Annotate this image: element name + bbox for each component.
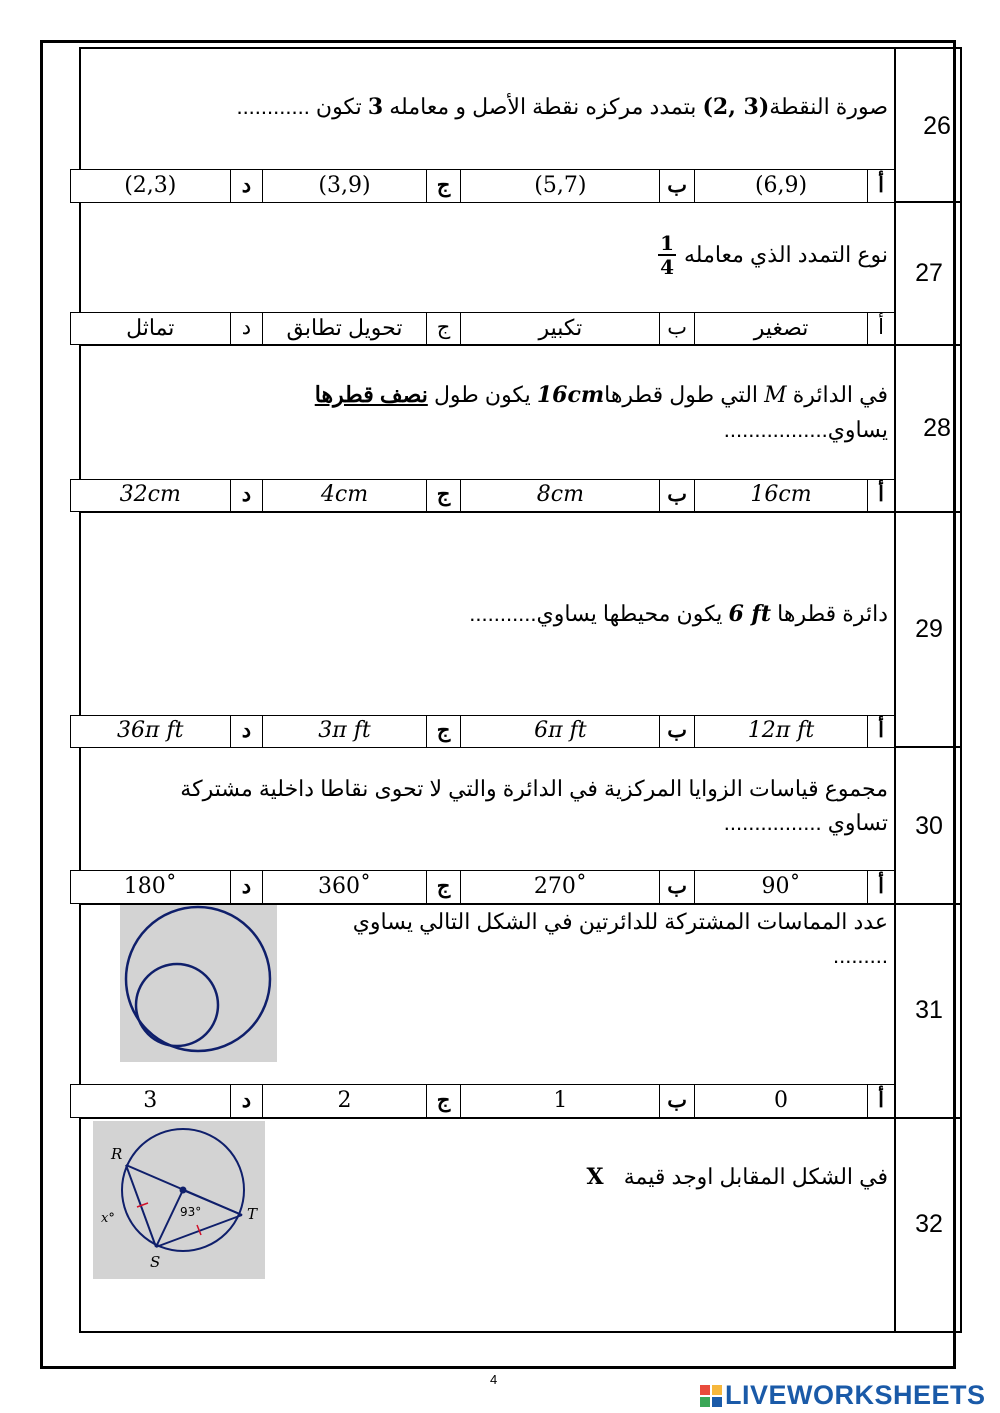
option-a[interactable]: تصغير <box>694 313 867 344</box>
option-label: أ <box>867 313 894 344</box>
answer-options-28 <box>70 479 895 512</box>
table-top-border <box>79 47 962 49</box>
option-label: أ <box>867 170 894 202</box>
option-b[interactable]: 6π ft <box>460 716 659 747</box>
table-right-border <box>960 47 962 1333</box>
option-label: د <box>230 1085 263 1117</box>
option-d[interactable]: 36π ft <box>117 718 184 743</box>
option-b[interactable]: (5,7) <box>460 170 659 202</box>
option-a[interactable]: 12π ft <box>694 716 867 747</box>
page-number: 4 <box>490 1372 498 1387</box>
option-label: ب <box>659 170 694 202</box>
question-32-text: في الشكل المقابل اوجد قيمة X <box>586 1164 888 1190</box>
answer-options-27 <box>70 312 895 345</box>
answer-options-31 <box>70 1084 895 1118</box>
option-label: د <box>230 170 263 202</box>
option-label: أ <box>867 716 894 747</box>
option-b[interactable]: 8cm <box>460 480 659 511</box>
option-c[interactable]: 360˚ <box>262 871 425 903</box>
option-label: أ <box>867 871 894 903</box>
logo-icon <box>700 1385 722 1407</box>
option-label: ب <box>659 480 694 511</box>
question-29-text: دائرة قطرها 6 ft يكون محيطها يساوي........... <box>469 601 888 627</box>
option-label: ب <box>659 313 694 344</box>
liveworksheets-logo <box>700 1380 986 1411</box>
option-label: ب <box>659 716 694 747</box>
large-circle <box>126 907 270 1051</box>
option-label: ب <box>659 871 694 903</box>
label-r: R <box>111 1145 123 1163</box>
two-circles-figure <box>120 905 277 1062</box>
question-26-text: صورة النقطة(2, 3) بتمدد مركزه نقطة الأصل و معامله 3 تكون ............ <box>236 94 888 120</box>
center-point <box>180 1187 187 1194</box>
label-angle: 93° <box>180 1205 202 1219</box>
option-label: د <box>230 871 263 903</box>
option-b[interactable]: 270˚ <box>460 871 659 903</box>
question-number: 27 <box>915 259 943 287</box>
question-number: 29 <box>915 615 943 643</box>
table-bottom-border <box>79 1331 962 1333</box>
question-27-text: نوع التمدد الذي معامله 1 4 <box>660 231 888 279</box>
question-number: 26 <box>923 112 951 140</box>
option-c[interactable]: تحويل تطابق <box>262 313 425 344</box>
option-d[interactable]: 3 <box>143 1088 158 1113</box>
question-31-text: عدد المماسات المشتركة للدائرتين في الشكل التالي يساوي ......... <box>352 909 888 968</box>
question-number: 31 <box>915 996 943 1024</box>
option-b[interactable]: 1 <box>460 1085 659 1117</box>
option-d[interactable]: 180˚ <box>123 874 177 899</box>
option-c[interactable]: 4cm <box>262 480 425 511</box>
option-label: د <box>230 716 263 747</box>
question-28-text: في الدائرة M التي طول قطرها16cm يكون طول نصف قطرها يساوي................. <box>314 382 888 442</box>
option-b[interactable]: تكبير <box>460 313 659 344</box>
option-label: أ <box>867 1085 894 1117</box>
table-number-column-border <box>894 47 896 1333</box>
option-label: ج <box>426 1085 461 1117</box>
answer-options-26 <box>70 169 895 203</box>
answer-options-30 <box>70 870 895 904</box>
option-label: أ <box>867 480 894 511</box>
option-c[interactable]: (3,9) <box>262 170 425 202</box>
option-label: ب <box>659 1085 694 1117</box>
option-label: ج <box>426 871 461 903</box>
circle-figure <box>93 1121 265 1279</box>
question-30-text: مجموع قياسات الزوايا المركزية في الدائرة والتي لا تحوى نقاطا داخلية مشتركة تساوي ................ <box>180 776 888 835</box>
option-label: ج <box>426 716 461 747</box>
option-c[interactable]: 3π ft <box>262 716 425 747</box>
question-number: 30 <box>915 812 943 840</box>
option-label: د <box>230 313 263 344</box>
option-label: د <box>230 480 263 511</box>
option-label: ج <box>426 480 461 511</box>
option-a[interactable]: 90˚ <box>694 871 867 903</box>
option-d[interactable]: 32cm <box>119 482 181 507</box>
internally-tangent-circles <box>120 905 277 1062</box>
inscribed-angle-figure <box>93 1121 265 1279</box>
option-a[interactable]: 0 <box>694 1085 867 1117</box>
option-label: ج <box>426 170 461 202</box>
option-c[interactable]: 2 <box>262 1085 425 1117</box>
small-circle <box>136 964 218 1046</box>
brand-name: LIVEWORKSHEETS <box>725 1380 986 1410</box>
option-d[interactable]: تماثل <box>126 315 175 340</box>
table-left-border <box>79 47 81 1333</box>
label-s: S <box>150 1253 161 1271</box>
option-a[interactable]: 16cm <box>694 480 867 511</box>
label-x: x° <box>101 1211 115 1226</box>
tick-mark <box>137 1203 148 1207</box>
option-a[interactable]: (6,9) <box>694 170 867 202</box>
option-d[interactable]: (2,3) <box>124 173 177 198</box>
fraction: 1 4 <box>660 231 674 279</box>
question-number: 32 <box>915 1210 943 1238</box>
label-t: T <box>247 1205 258 1223</box>
question-number: 28 <box>923 414 951 442</box>
option-label: ج <box>426 313 461 344</box>
answer-options-29 <box>70 715 895 748</box>
